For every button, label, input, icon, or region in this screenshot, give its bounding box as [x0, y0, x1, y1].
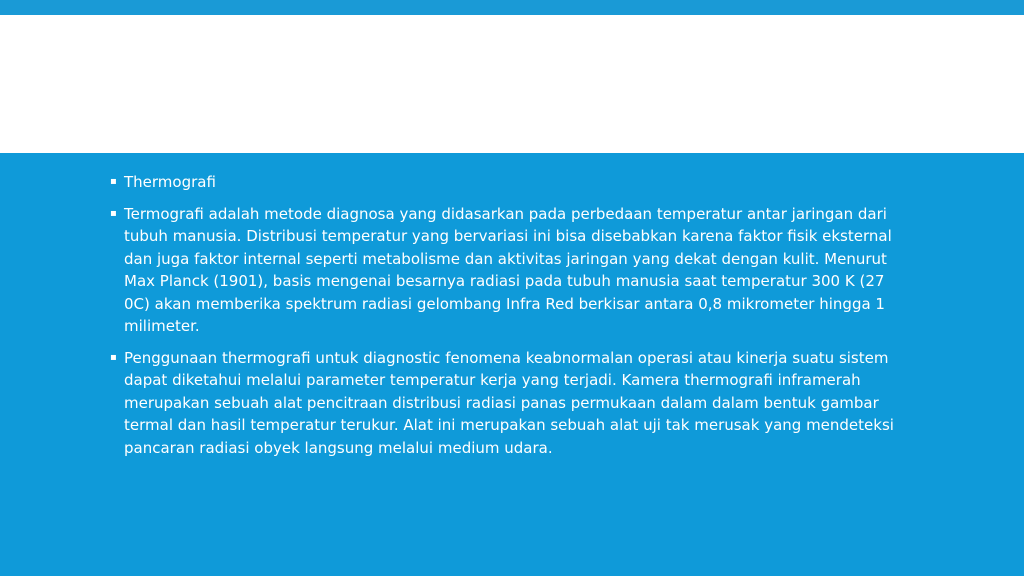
- slide-title-area: [0, 15, 1024, 153]
- bullet-item-usage: [108, 347, 908, 460]
- bullet-icon: ▪: [110, 351, 117, 363]
- bullet-icon: ▪: [110, 207, 117, 219]
- bullet-item-definition: [108, 203, 908, 338]
- top-accent-strip: [0, 0, 1024, 15]
- bullet-text: Penggunaan thermografi untuk diagnostic fenomena keabnormalan operasi atau kinerja suatu sistem dapat diketahui melalui parameter temperatur kerja yang terjadi. Kamera thermografi inframerah merupakan sebuah alat pencitraan distribusi radiasi panas permukaan dalam dalam bentuk gambar termal dan hasil temperatur terukur. Alat ini merupakan sebuah alat uji tak merusak yang mendeteksi pancaran radiasi obyek langsung melalui medium udara.: [124, 348, 894, 457]
- bullet-item-thermografi: [108, 171, 908, 194]
- bullet-text: Termografi adalah metode diagnosa yang didasarkan pada perbedaan temperatur antar jaringan dari tubuh manusia. Distribusi temperatur yang bervariasi ini bisa disebabkan karena faktor fisik eksternal dan juga faktor internal seperti metabolisme dan aktivitas jaringan yang dekat dengan kulit. Menurut Max Planck (1901), basis mengenai besarnya radiasi pada tubuh manusia saat temperatur 300 K (27 0C) akan memberika spektrum radiasi gelombang Infra Red berkisar antara 0,8 mikrometer hingga 1 milimeter.: [124, 204, 892, 335]
- bullet-text: Thermografi: [124, 173, 216, 191]
- slide-content: [0, 153, 1024, 576]
- bullet-icon: ▪: [110, 176, 117, 187]
- bullet-list: [108, 171, 908, 468]
